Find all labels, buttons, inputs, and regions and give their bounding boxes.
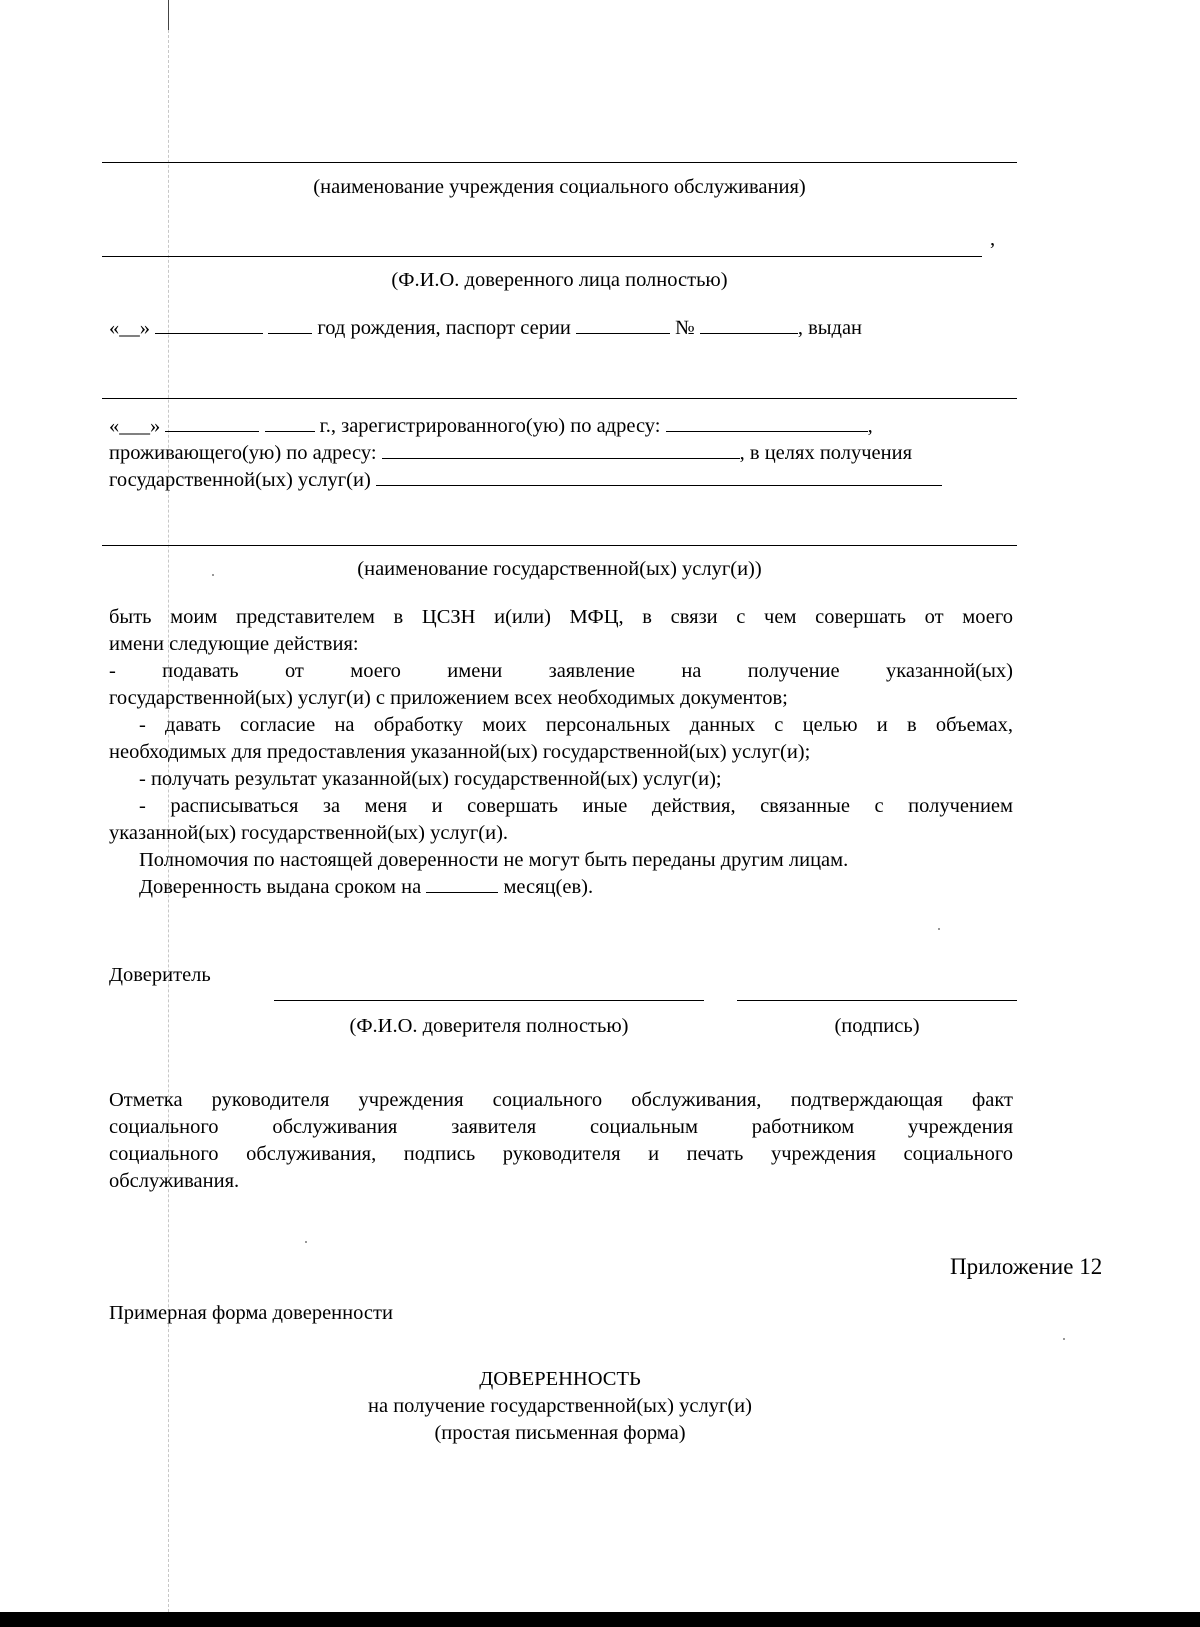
registered-comma: , <box>867 415 873 437</box>
number-sign: № <box>675 317 695 339</box>
scan-speck <box>305 1241 307 1243</box>
services-name-line <box>102 545 1017 546</box>
trustee-line-comma: , <box>990 228 996 250</box>
trustee-name-line <box>102 256 982 257</box>
body-b4-line1: - расписываться за меня и совершать иные действия, связанные с получением <box>139 795 1013 817</box>
registration-line-2 <box>109 440 912 467</box>
body-p3 <box>139 874 593 901</box>
registered-text: г., зарегистрированного(ую) по адресу: <box>319 415 661 437</box>
trustee-caption: (Ф.И.О. доверенного лица полностью) <box>391 269 728 291</box>
mark-line-1: Отметка руководителя учреждения социального обслуживания, подтверждающая факт <box>109 1089 1013 1111</box>
registration-line-3 <box>109 467 942 494</box>
scan-bottom-edge <box>0 1612 1200 1627</box>
body-p2: Полномочия по настоящей доверенности не могут быть переданы другим лицам. <box>139 849 849 871</box>
body-b3: - получать результат указанной(ых) государственной(ых) услуг(и); <box>139 768 722 790</box>
body-b1-line2: государственной(ых) услуг(и) с приложением всех необходимых документов; <box>109 687 788 709</box>
issue-date-month-blank <box>165 413 259 432</box>
doc-subtitle: на получение государственной(ых) услуг(и) <box>368 1395 752 1417</box>
mark-line-2: социального обслуживания заявителя социальным работником учреждения <box>109 1116 1013 1138</box>
scan-speck <box>938 928 940 930</box>
passport-number-blank <box>700 315 798 334</box>
principal-fio-line <box>274 1000 704 1001</box>
body-p1-line2: имени следующие действия: <box>109 633 359 655</box>
scan-mark <box>168 0 169 30</box>
body-b4-line2: указанной(ых) государственной(ых) услуг(и). <box>109 822 509 844</box>
body-b1-line1: - подавать от моего имени заявление на получение указанной(ых) <box>109 660 1013 682</box>
services-text: государственной(ых) услуг(и) <box>109 469 371 491</box>
doc-form: (простая письменная форма) <box>434 1422 686 1444</box>
institution-name-line <box>102 162 1017 163</box>
validity-months-blank <box>426 874 498 893</box>
body-b2-line1: - давать согласие на обработку моих персональных данных с целью и в объемах, <box>139 714 1013 736</box>
birth-date-month-blank <box>155 315 263 334</box>
principal-signature-line <box>737 1000 1017 1001</box>
registration-line-1 <box>109 413 873 440</box>
validity-unit: месяц(ев). <box>503 876 594 898</box>
birth-year-blank <box>268 315 312 334</box>
birth-text: год рождения, паспорт серии <box>317 317 571 339</box>
birth-date-day: «__» <box>109 317 150 339</box>
scan-speck <box>212 574 214 576</box>
principal-label: Доверитель <box>109 964 211 986</box>
passport-series-blank <box>576 315 670 334</box>
body-b2-line2: необходимых для предоставления указанной(ых) государственной(ых) услуг(и); <box>109 741 811 763</box>
issued-text: , выдан <box>797 317 863 339</box>
services-blank <box>376 467 942 486</box>
institution-caption: (наименование учреждения социального обслуживания) <box>313 176 806 198</box>
scan-speck <box>1063 1338 1065 1340</box>
services-caption: (наименование государственной(ых) услуг(и)) <box>357 558 762 580</box>
body-p1-line1: быть моим представителем в ЦСЗН и(или) МФЦ, в связи с чем совершать от моего <box>109 606 1013 628</box>
issue-date-day: «___» <box>109 415 161 437</box>
principal-signature-caption: (подпись) <box>834 1015 920 1037</box>
appendix-label: Приложение 12 <box>950 1254 1103 1279</box>
residing-address-blank <box>382 440 740 459</box>
principal-fio-caption: (Ф.И.О. доверителя полностью) <box>349 1015 629 1037</box>
purpose-text: , в целях получения <box>739 442 913 464</box>
passport-line <box>109 315 862 342</box>
issue-year-blank <box>265 413 315 432</box>
mark-line-3: социального обслуживания, подпись руководителя и печать учреждения социального <box>109 1143 1013 1165</box>
residing-text: проживающего(ую) по адресу: <box>109 442 377 464</box>
doc-title: ДОВЕРЕННОСТЬ <box>479 1368 641 1390</box>
mark-line-4: обслуживания. <box>109 1170 240 1192</box>
issued-by-line <box>102 398 1017 399</box>
form-sample-label: Примерная форма доверенности <box>109 1302 393 1324</box>
validity-text: Доверенность выдана сроком на <box>139 876 422 898</box>
registered-address-blank <box>666 413 868 432</box>
